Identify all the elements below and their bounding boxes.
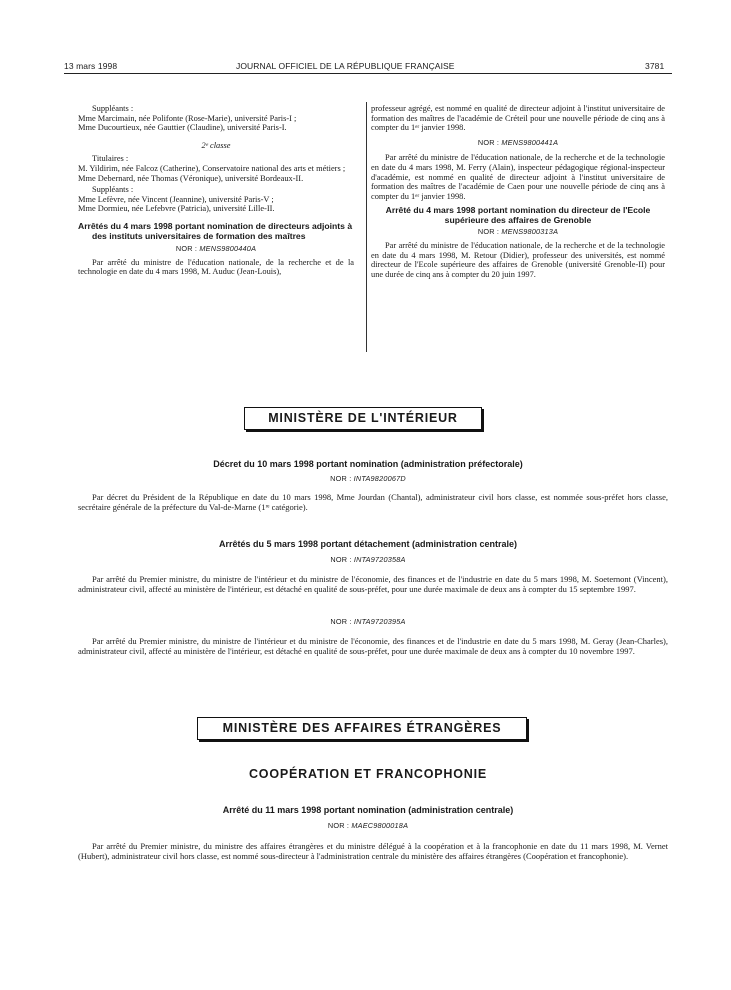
nor-reference bbox=[64, 821, 672, 830]
nor-label: NOR : bbox=[330, 555, 352, 564]
titulaire-entry: Mme Debernard, née Thomas (Véronique), université Bordeaux-II. bbox=[78, 173, 304, 183]
nor-label: NOR : bbox=[330, 617, 352, 626]
titulaires-label: Titulaires : bbox=[92, 154, 129, 164]
section-title-cooperation: COOPÉRATION ET FRANCOPHONIE bbox=[248, 767, 488, 781]
arrete-paragraph-continued: professeur agrégé, est nommé en qualité de directeur adjoint à l'institut universitaire de formation des maîtres de l'académie de Créteil pour une nouvelle période de cinq ans à compter du 1ᵉʳ janvier 1998. bbox=[371, 104, 665, 133]
arrete-paragraph: Par arrêté du ministre de l'éducation nationale, de la recherche et de la technologie en date du 4 mars 1998, M. Retour (Didier), professeur des universités, est nommé directeur de l'Ecole supérieure des affaires de Grenoble (université Grenoble-II) pour une durée de cinq ans à compter du 20 juin 1997. bbox=[371, 241, 665, 279]
nor-label: NOR : bbox=[330, 474, 352, 483]
header-journal-title: JOURNAL OFFICIEL DE LA RÉPUBLIQUE FRANÇAISE bbox=[236, 61, 455, 71]
nor-reference bbox=[371, 227, 665, 237]
suppleant-entry: Mme Dormieu, née Lefebvre (Patricia), université Lille-II. bbox=[78, 204, 275, 214]
suppleant-entry: Mme Marcimain, née Polifonte (Rose-Marie), université Paris-I ; bbox=[78, 113, 297, 123]
nor-label: NOR : bbox=[175, 244, 198, 254]
arrete-text: Par arrêté du Premier ministre, du ministre de l'intérieur et du ministre de l'économie, des finances et de l'industrie en date du 5 mars 1998, M. Soeternont (Vincent), administrateur civil, affecté au ministère de l'intérieur, est détaché en qualité de sous-préfet, pour une durée maximale de deux ans à compter du 15 septembre 1997. bbox=[78, 574, 668, 594]
arretes-detachement-title: Arrêtés du 5 mars 1998 portant détachement (administration centrale) bbox=[218, 539, 518, 549]
suppleants-label-1: Suppléants : bbox=[92, 104, 134, 113]
arrete-text: Par arrêté du Premier ministre, du ministre des affaires étrangères et du ministre délégué à la coopération et à la francophonie en date du 11 mars 1998, M. Vernet (Hubert), administrateur civil hors classe, est nommé sous-directeur à l'administration centrale du ministère des affaires étrangères (Coopération et francophonie). bbox=[78, 841, 668, 861]
nor-label: NOR : bbox=[477, 137, 500, 147]
nor-code: MENS9800313A bbox=[501, 226, 559, 236]
nor-label: NOR : bbox=[327, 821, 350, 830]
nor-code: INTA9720395A bbox=[353, 617, 406, 626]
suppleants-label-2: Suppléants : bbox=[92, 185, 134, 195]
header-page-number: 3781 bbox=[645, 61, 665, 71]
nor-reference bbox=[64, 555, 672, 564]
nor-reference bbox=[78, 244, 354, 254]
decret-title: Décret du 10 mars 1998 portant nomination (administration préfectorale) bbox=[213, 459, 523, 469]
nor-reference bbox=[64, 474, 672, 483]
left-column bbox=[78, 104, 354, 277]
suppleant-entry: Mme Lefèvre, née Vincent (Jeannine), université Paris-V ; bbox=[78, 194, 274, 204]
suppleant-entry: Mme Ducourtieux, née Gauttier (Claudine), université Paris-I. bbox=[78, 123, 287, 133]
decret-text: Par décret du Président de la République en date du 10 mars 1998, Mme Jourdan (Chantal), administrateur civil hors classe, est nommée sous-préfet hors classe, secrétaire générale de la préfecture du Val-de-Marne (1ʳᵉ catégorie). bbox=[78, 492, 668, 512]
arrete-paragraph: Par arrêté du ministre de l'éducation nationale, de la recherche et de la technologie en date du 4 mars 1998, M. Ferry (Alain), inspecteur pédagogique régional-inspecteur d'académie, est nommé en qualité de directeur adjoint à l'institut universitaire de formation des maîtres de l'académie de Caen pour une nouvelle période de cinq ans à compter du 1ᵉʳ janvier 1998. bbox=[371, 153, 665, 201]
titulaire-entry: M. Yildirim, née Falcoz (Catherine), Conservatoire national des arts et métiers ; bbox=[78, 163, 346, 173]
decret-paragraph bbox=[78, 493, 668, 513]
arrete-paragraph bbox=[78, 842, 668, 862]
classe-heading: 2ᵉ classe bbox=[201, 140, 231, 150]
nor-reference bbox=[371, 138, 665, 148]
nor-code: MENS9800440A bbox=[199, 244, 257, 254]
nor-code: INTA9720358A bbox=[353, 555, 406, 564]
arrete-title-ecole-grenoble: Arrêté du 4 mars 1998 portant nomination du directeur de l'Ecole supérieure des affaires de Grenoble bbox=[385, 205, 651, 225]
header-rule bbox=[64, 73, 672, 74]
header-date: 13 mars 1998 bbox=[64, 61, 118, 71]
nor-reference bbox=[64, 617, 672, 626]
ministry-box-affaires-etrangeres: MINISTÈRE DES AFFAIRES ÉTRANGÈRES bbox=[197, 717, 527, 740]
nor-code: MENS9800441A bbox=[501, 137, 559, 147]
nor-label: NOR : bbox=[477, 226, 500, 236]
right-column bbox=[371, 104, 665, 280]
ministry-box-interieur: MINISTÈRE DE L'INTÉRIEUR bbox=[244, 407, 482, 430]
arrete-paragraph: Par arrêté du ministre de l'éducation nationale, de la recherche et de la technologie en date du 4 mars 1998, M. Auduc (Jean-Louis), bbox=[78, 257, 354, 277]
arrete-title-administration-centrale: Arrêté du 11 mars 1998 portant nomination (administration centrale) bbox=[222, 805, 514, 815]
arrete-paragraph bbox=[78, 575, 668, 595]
column-divider bbox=[366, 102, 367, 352]
arrete-title-directeurs-adjoints: Arrêtés du 4 mars 1998 portant nomination de directeurs adjoints à des instituts universitaires de formation des maîtres bbox=[78, 220, 353, 241]
arrete-paragraph bbox=[78, 637, 668, 657]
nor-code: INTA9820067D bbox=[353, 474, 406, 483]
nor-code: MAEC9800018A bbox=[351, 821, 409, 830]
arrete-text: Par arrêté du Premier ministre, du ministre de l'intérieur et du ministre de l'économie, des finances et de l'industrie en date du 5 mars 1998, M. Geray (Jean-Charles), administrateur civil, affecté au ministère de l'intérieur, est détaché en qualité de sous-préfet, pour une durée maximale de deux ans à compter du 10 novembre 1997. bbox=[78, 636, 668, 656]
